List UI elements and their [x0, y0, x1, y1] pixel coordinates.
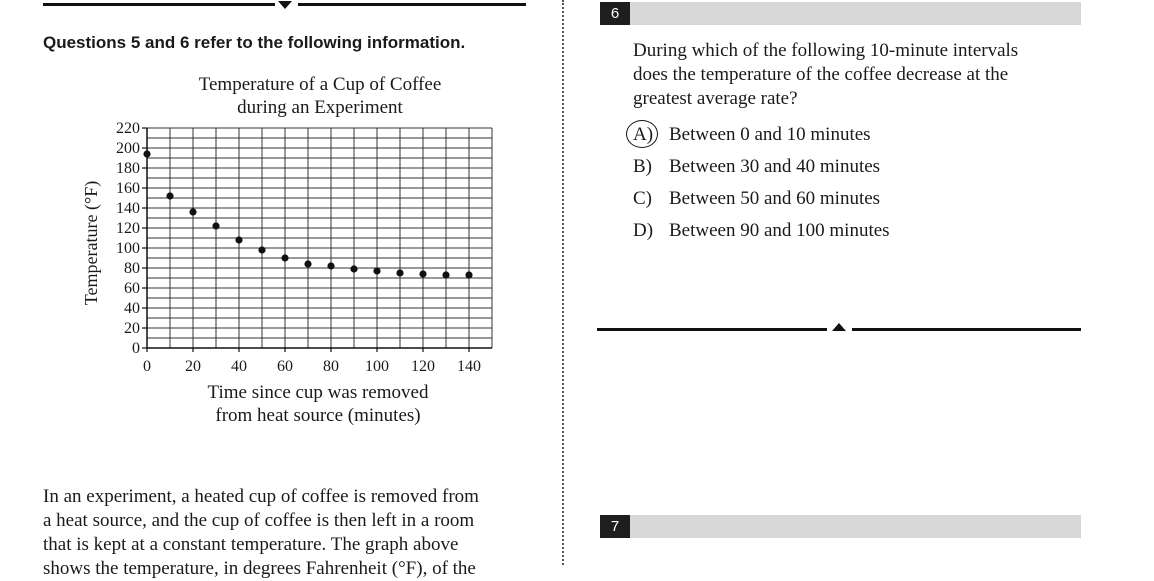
question-6-stem-line: greatest average rate? — [633, 88, 798, 109]
x-axis-label-line-2: from heat source (minutes) — [215, 405, 421, 426]
choice-letter: D) — [633, 220, 654, 241]
end-rule-left — [597, 328, 827, 331]
temperature-scatter-chart — [70, 115, 520, 385]
answer-choice-b[interactable] — [633, 156, 880, 178]
choice-letter: C) — [633, 188, 652, 209]
data-point — [442, 271, 449, 278]
data-point — [350, 265, 357, 272]
data-point — [235, 236, 242, 243]
answer-choice-c[interactable] — [633, 188, 880, 210]
data-point — [465, 271, 472, 278]
data-point — [396, 269, 403, 276]
end-rule-right — [852, 328, 1081, 331]
x-tick-label: 120 — [411, 358, 435, 375]
top-rule-left — [43, 3, 275, 6]
passage-line: In an experiment, a heated cup of coffee is removed from — [43, 486, 479, 507]
x-tick-label: 80 — [323, 358, 339, 375]
section-marker-down-icon — [278, 1, 292, 9]
question-6-stem-line: does the temperature of the coffee decrease at the — [633, 64, 1009, 85]
y-tick-label: 160 — [116, 180, 140, 197]
y-tick-label: 40 — [124, 300, 140, 317]
y-tick-label: 20 — [124, 320, 140, 337]
question-7-header-bar — [600, 515, 1081, 538]
data-point — [281, 254, 288, 261]
x-tick-label: 20 — [185, 358, 201, 375]
x-tick-label: 140 — [457, 358, 481, 375]
passage-line: that is kept at a constant temperature. The graph above — [43, 534, 459, 555]
x-tick-label: 100 — [365, 358, 389, 375]
data-point — [143, 150, 150, 157]
question-7-number: 7 — [600, 515, 630, 538]
y-tick-label: 200 — [116, 140, 140, 157]
y-tick-label: 140 — [116, 200, 140, 217]
data-point — [258, 246, 265, 253]
question-6-number: 6 — [600, 2, 630, 25]
questions-intro-heading: Questions 5 and 6 refer to the following information. — [43, 33, 466, 52]
choice-text: Between 0 and 10 minutes — [669, 124, 871, 145]
section-marker-up-icon — [832, 323, 846, 331]
data-point — [373, 267, 380, 274]
question-6-header-bar — [600, 2, 1081, 25]
choice-text: Between 90 and 100 minutes — [669, 220, 890, 241]
choice-letter: A) — [633, 124, 654, 145]
y-tick-label: 120 — [116, 220, 140, 237]
x-tick-label: 40 — [231, 358, 247, 375]
x-tick-label: 60 — [277, 358, 293, 375]
y-tick-label: 0 — [132, 340, 140, 357]
chart-title-line-1: Temperature of a Cup of Coffee — [198, 74, 442, 95]
data-point — [166, 192, 173, 199]
x-tick-label: 0 — [143, 358, 151, 375]
choice-text: Between 30 and 40 minutes — [669, 156, 881, 177]
data-point — [419, 270, 426, 277]
y-tick-label: 100 — [116, 240, 140, 257]
choice-text: Between 50 and 60 minutes — [669, 188, 881, 209]
passage-line: a heat source, and the cup of coffee is then left in a room — [43, 510, 475, 531]
top-rule-right — [298, 3, 526, 6]
y-tick-label: 220 — [116, 120, 140, 137]
choice-letter: B) — [633, 156, 652, 177]
data-point — [189, 208, 196, 215]
y-axis-label: Temperature (°F) — [81, 180, 101, 306]
question-6-stem-line: During which of the following 10-minute intervals — [633, 40, 1019, 61]
y-tick-label: 80 — [124, 260, 140, 277]
data-point — [212, 222, 219, 229]
data-point — [327, 262, 334, 269]
y-tick-label: 180 — [116, 160, 140, 177]
x-axis-label-line-1: Time since cup was removed — [207, 382, 429, 403]
y-tick-label: 60 — [124, 280, 140, 297]
passage-line: shows the temperature, in degrees Fahrenheit (°F), of the — [43, 558, 476, 579]
data-point — [304, 260, 311, 267]
answer-choice-d[interactable] — [633, 220, 890, 242]
answer-choice-a[interactable] — [633, 124, 871, 146]
chart-title-line-2: during an Experiment — [237, 97, 403, 118]
column-divider — [562, 0, 564, 565]
